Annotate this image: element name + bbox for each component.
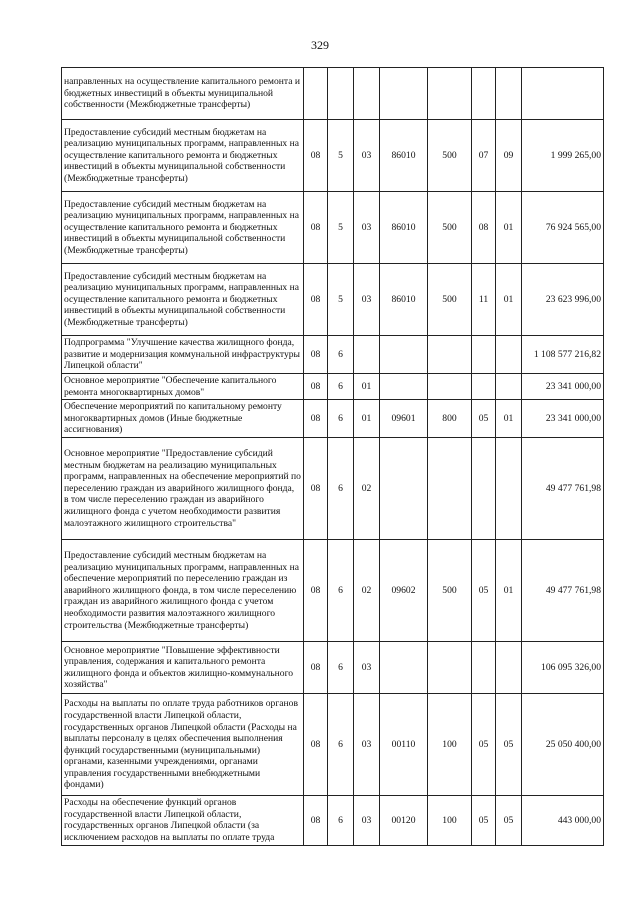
- code-expense-type-cell: [428, 438, 472, 540]
- code-subsection-cell: [496, 438, 522, 540]
- code-direction-cell: [380, 374, 428, 400]
- amount-cell: 25 050 400,00: [522, 694, 604, 796]
- code-om-cell: 03: [354, 192, 380, 264]
- code-pp-cell: 6: [328, 796, 354, 845]
- table-row: [62, 192, 604, 264]
- amount-cell: 1 108 577 216,82: [522, 336, 604, 374]
- code-expense-type-cell: 500: [428, 192, 472, 264]
- code-pp-cell: 5: [328, 264, 354, 336]
- table-row: [62, 540, 604, 642]
- code-direction-cell: 00120: [380, 796, 428, 845]
- code-subsection-cell: 09: [496, 120, 522, 192]
- table-row: [62, 796, 604, 845]
- code-subsection-cell: [496, 68, 522, 120]
- code-om-cell: 01: [354, 374, 380, 400]
- code-direction-cell: 09602: [380, 540, 428, 642]
- code-om-cell: 02: [354, 438, 380, 540]
- row-name-cell: Предоставление субсидий местным бюджетам на реализацию муниципальных программ, направленных на осуществление капитального ремонта и бюджетных инвестиций в объекты муниципальной собственности (Межбюджетные трансферты): [62, 192, 304, 264]
- code-om-cell: [354, 68, 380, 120]
- row-name-cell: Расходы на обеспечение функций органов государственной власти Липецкой области, государственных органов Липецкой области (за исключением расходов на выплаты по оплате труда: [62, 796, 304, 845]
- code-section-cell: 08: [472, 192, 496, 264]
- code-section-cell: [472, 336, 496, 374]
- row-name-cell: Обеспечение мероприятий по капитальному ремонту многоквартирных домов (Иные бюджетные ассигнования): [62, 400, 304, 438]
- code-expense-type-cell: [428, 336, 472, 374]
- amount-cell: 1 999 265,00: [522, 120, 604, 192]
- table-row: [62, 694, 604, 796]
- code-gp-cell: 08: [304, 796, 328, 845]
- table-row: [62, 120, 604, 192]
- row-name-cell: Основное мероприятие "Обеспечение капитального ремонта многоквартирных домов": [62, 374, 304, 400]
- row-name-cell: Предоставление субсидий местным бюджетам на реализацию муниципальных программ, направленных на осуществление капитального ремонта и бюджетных инвестиций в объекты муниципальной собственности (Межбюджетные трансферты): [62, 264, 304, 336]
- code-subsection-cell: 01: [496, 400, 522, 438]
- table-row: [62, 400, 604, 438]
- table-row: [62, 336, 604, 374]
- code-gp-cell: 08: [304, 264, 328, 336]
- code-subsection-cell: [496, 374, 522, 400]
- code-direction-cell: 86010: [380, 192, 428, 264]
- code-gp-cell: [304, 68, 328, 120]
- code-subsection-cell: [496, 336, 522, 374]
- code-section-cell: [472, 438, 496, 540]
- code-gp-cell: 08: [304, 374, 328, 400]
- code-direction-cell: [380, 68, 428, 120]
- amount-cell: 76 924 565,00: [522, 192, 604, 264]
- code-subsection-cell: 01: [496, 540, 522, 642]
- table-row: [62, 264, 604, 336]
- code-expense-type-cell: 500: [428, 540, 472, 642]
- code-section-cell: [472, 68, 496, 120]
- code-om-cell: 02: [354, 540, 380, 642]
- code-section-cell: 05: [472, 694, 496, 796]
- code-gp-cell: 08: [304, 438, 328, 540]
- code-pp-cell: 6: [328, 694, 354, 796]
- row-name-cell: Основное мероприятие "Предоставление субсидий местным бюджетам на реализацию муниципальных программ, направленных на обеспечение мероприятий по переселению граждан из аварийного жилищного фонда, в том числе переселению граждан из аварийного жилищного фонда с учетом необходимости развития малоэтажного жилищного строительства": [62, 438, 304, 540]
- code-subsection-cell: 05: [496, 694, 522, 796]
- code-expense-type-cell: 800: [428, 400, 472, 438]
- code-subsection-cell: 01: [496, 192, 522, 264]
- code-gp-cell: 08: [304, 694, 328, 796]
- code-subsection-cell: 01: [496, 264, 522, 336]
- code-expense-type-cell: 500: [428, 264, 472, 336]
- table-body: [62, 68, 604, 846]
- code-gp-cell: 08: [304, 400, 328, 438]
- code-direction-cell: 09601: [380, 400, 428, 438]
- code-gp-cell: 08: [304, 642, 328, 694]
- code-om-cell: 03: [354, 642, 380, 694]
- row-name-cell: Подпрограмма "Улучшение качества жилищного фонда, развитие и модернизация коммунальной инфраструктуры Липецкой области": [62, 336, 304, 374]
- row-name-cell: Предоставление субсидий местным бюджетам на реализацию муниципальных программ, направленных на осуществление капитального ремонта и бюджетных инвестиций в объекты муниципальной собственности (Межбюджетные трансферты): [62, 120, 304, 192]
- code-expense-type-cell: 100: [428, 694, 472, 796]
- code-pp-cell: 6: [328, 642, 354, 694]
- table-row: [62, 68, 604, 120]
- code-expense-type-cell: [428, 642, 472, 694]
- code-expense-type-cell: 500: [428, 120, 472, 192]
- code-gp-cell: 08: [304, 336, 328, 374]
- code-section-cell: [472, 642, 496, 694]
- code-section-cell: 05: [472, 540, 496, 642]
- amount-cell: 23 341 000,00: [522, 400, 604, 438]
- code-section-cell: 05: [472, 400, 496, 438]
- code-pp-cell: 6: [328, 540, 354, 642]
- amount-cell: [522, 68, 604, 120]
- code-pp-cell: 6: [328, 336, 354, 374]
- row-name-cell: Расходы на выплаты по оплате труда работников органов государственной власти Липецкой области, государственных органов Липецкой области (Расходы на выплаты персоналу в целях обеспечения выполнения функций государственными (муниципальными) органами, казенными учреждениями, органами управления государственными внебюджетными фондами): [62, 694, 304, 796]
- code-pp-cell: [328, 68, 354, 120]
- code-direction-cell: 00110: [380, 694, 428, 796]
- code-expense-type-cell: [428, 68, 472, 120]
- row-name-cell: Предоставление субсидий местным бюджетам на реализацию муниципальных программ, направленных на обеспечение мероприятий по переселению граждан из аварийного жилищного фонда, в том числе переселению граждан из аварийного жилищного фонда с учетом необходимости развития малоэтажного жилищного строительства (Межбюджетные трансферты): [62, 540, 304, 642]
- table-row: [62, 438, 604, 540]
- code-pp-cell: 5: [328, 192, 354, 264]
- code-direction-cell: [380, 438, 428, 540]
- code-om-cell: 03: [354, 120, 380, 192]
- code-section-cell: 11: [472, 264, 496, 336]
- page-number: 329: [311, 38, 329, 52]
- budget-table: [61, 67, 604, 846]
- amount-cell: 49 477 761,98: [522, 540, 604, 642]
- code-section-cell: 05: [472, 796, 496, 845]
- code-gp-cell: 08: [304, 540, 328, 642]
- table-row: [62, 642, 604, 694]
- code-om-cell: 03: [354, 694, 380, 796]
- amount-cell: 49 477 761,98: [522, 438, 604, 540]
- code-om-cell: 03: [354, 264, 380, 336]
- code-om-cell: 01: [354, 400, 380, 438]
- code-gp-cell: 08: [304, 120, 328, 192]
- amount-cell: 443 000,00: [522, 796, 604, 845]
- code-direction-cell: [380, 336, 428, 374]
- table-row: [62, 374, 604, 400]
- code-section-cell: 07: [472, 120, 496, 192]
- amount-cell: 106 095 326,00: [522, 642, 604, 694]
- amount-cell: 23 623 996,00: [522, 264, 604, 336]
- code-section-cell: [472, 374, 496, 400]
- row-name-cell: Основное мероприятие "Повышение эффективности управления, содержания и капитального ремонта жилищного фонда и объектов жилищно-коммунального хозяйства": [62, 642, 304, 694]
- code-pp-cell: 6: [328, 400, 354, 438]
- code-pp-cell: 5: [328, 120, 354, 192]
- code-expense-type-cell: 100: [428, 796, 472, 845]
- code-direction-cell: [380, 642, 428, 694]
- code-direction-cell: 86010: [380, 264, 428, 336]
- code-om-cell: 03: [354, 796, 380, 845]
- amount-cell: 23 341 000,00: [522, 374, 604, 400]
- code-expense-type-cell: [428, 374, 472, 400]
- code-om-cell: [354, 336, 380, 374]
- code-subsection-cell: 05: [496, 796, 522, 845]
- row-name-cell: направленных на осуществление капитального ремонта и бюджетных инвестиций в объекты муниципальной собственности (Межбюджетные трансферты): [62, 68, 304, 120]
- code-pp-cell: 6: [328, 374, 354, 400]
- code-gp-cell: 08: [304, 192, 328, 264]
- code-direction-cell: 86010: [380, 120, 428, 192]
- code-pp-cell: 6: [328, 438, 354, 540]
- code-subsection-cell: [496, 642, 522, 694]
